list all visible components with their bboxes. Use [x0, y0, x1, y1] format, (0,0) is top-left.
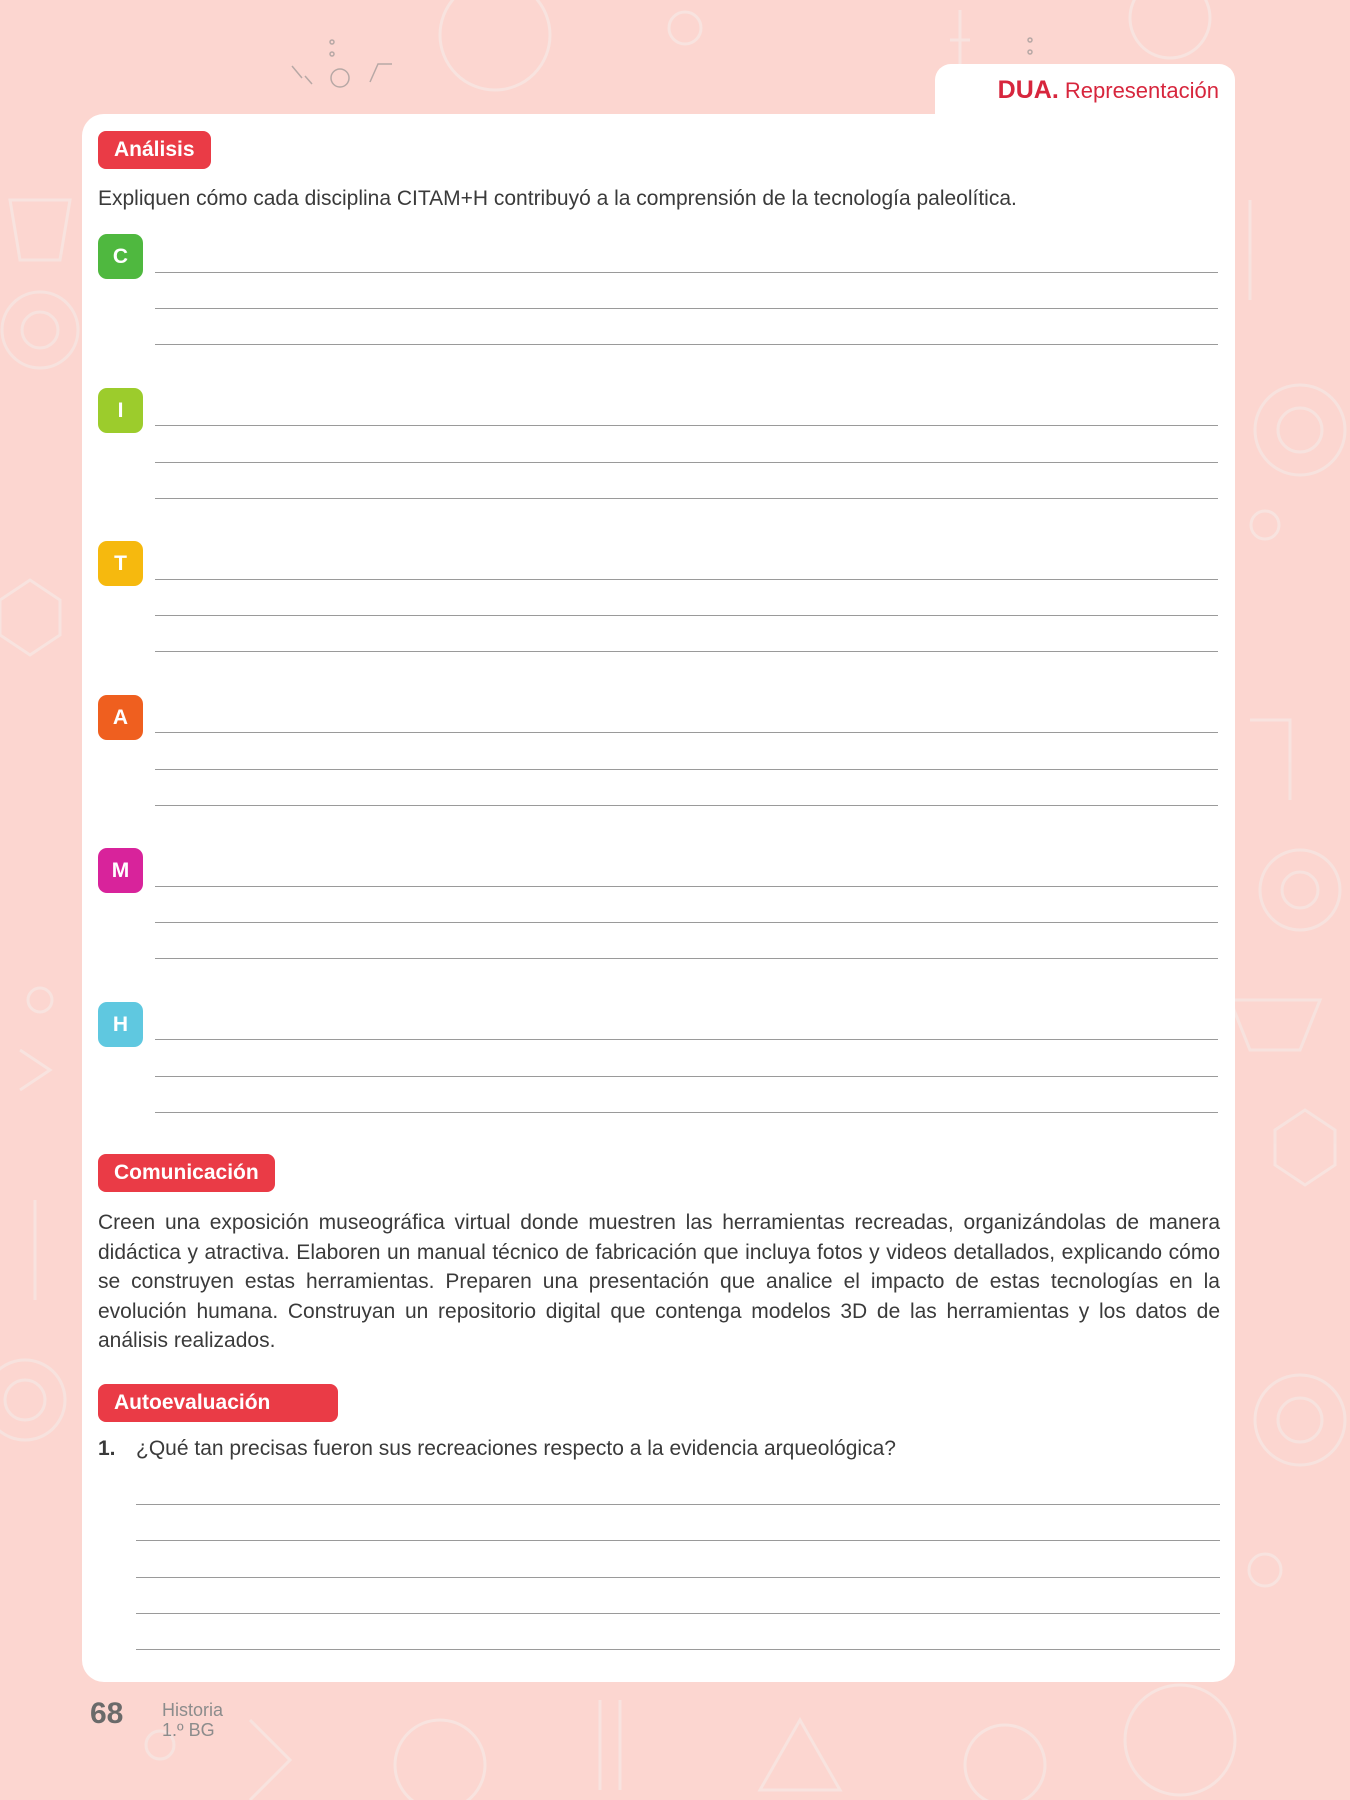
answer-line[interactable] — [136, 1577, 1220, 1578]
grade-level: 1.º BG — [162, 1720, 215, 1740]
answer-line[interactable] — [155, 958, 1218, 959]
answer-line[interactable] — [155, 805, 1218, 806]
answer-line[interactable] — [155, 922, 1218, 923]
self-assessment-section-label: Autoevaluación — [98, 1384, 338, 1422]
question-text: ¿Qué tan precisas fueron sus recreaciones respecto a la evidencia arqueológica? — [136, 1437, 896, 1460]
answer-line[interactable] — [155, 651, 1218, 652]
footer-subject — [162, 1700, 223, 1740]
answer-line[interactable] — [136, 1613, 1220, 1614]
answer-line[interactable] — [155, 1076, 1218, 1077]
answer-line[interactable] — [136, 1504, 1220, 1505]
subject-name: Historia — [162, 1700, 224, 1720]
question-number: 1. — [98, 1437, 116, 1460]
answer-line[interactable] — [155, 886, 1218, 887]
page-number: 68 — [90, 1697, 124, 1730]
answer-line[interactable] — [136, 1540, 1220, 1541]
answer-line[interactable] — [155, 1112, 1218, 1113]
answer-line[interactable] — [155, 615, 1218, 616]
answer-line[interactable] — [155, 498, 1218, 499]
answer-line[interactable] — [155, 462, 1218, 463]
answer-line[interactable] — [155, 425, 1218, 426]
communication-text: Creen una exposición museográfica virtual donde muestren las herramientas recreadas, organizándolas de manera didáctica y atractiva. Elaboren un manual técnico de fabricación que incluya fotos y videos detallados, explicando cómo se construyen estas herramientas. Preparen una presentación que analice el impacto de estas tecnologías en la evolución humana. Construyan un repositorio digital que contenga modelos 3D de las herramientas y los datos de análisis realizados. — [98, 1211, 1220, 1352]
discipline-badge-i: I — [98, 388, 143, 433]
answer-line[interactable] — [155, 308, 1218, 309]
discipline-badge-m: M — [98, 848, 143, 893]
analysis-section-label: Análisis — [98, 131, 211, 169]
answer-line[interactable] — [155, 732, 1218, 733]
answer-line[interactable] — [155, 769, 1218, 770]
communication-section-label: Comunicación — [98, 1154, 275, 1192]
analysis-instruction: Expliquen cómo cada disciplina CITAM+H contribuyó a la comprensión de la tecnología paleolítica. — [98, 187, 1017, 210]
dua-brand: DUA. — [997, 76, 1059, 104]
discipline-badge-h: H — [98, 1002, 143, 1047]
dua-label: Representación — [1064, 78, 1219, 103]
dua-header — [998, 76, 1219, 105]
answer-line[interactable] — [155, 344, 1218, 345]
answer-line[interactable] — [155, 1039, 1218, 1040]
discipline-badge-a: A — [98, 695, 143, 740]
answer-line[interactable] — [155, 579, 1218, 580]
answer-line[interactable] — [136, 1649, 1220, 1650]
discipline-badge-t: T — [98, 541, 143, 586]
answer-line[interactable] — [155, 272, 1218, 273]
discipline-badge-c: C — [98, 234, 143, 279]
